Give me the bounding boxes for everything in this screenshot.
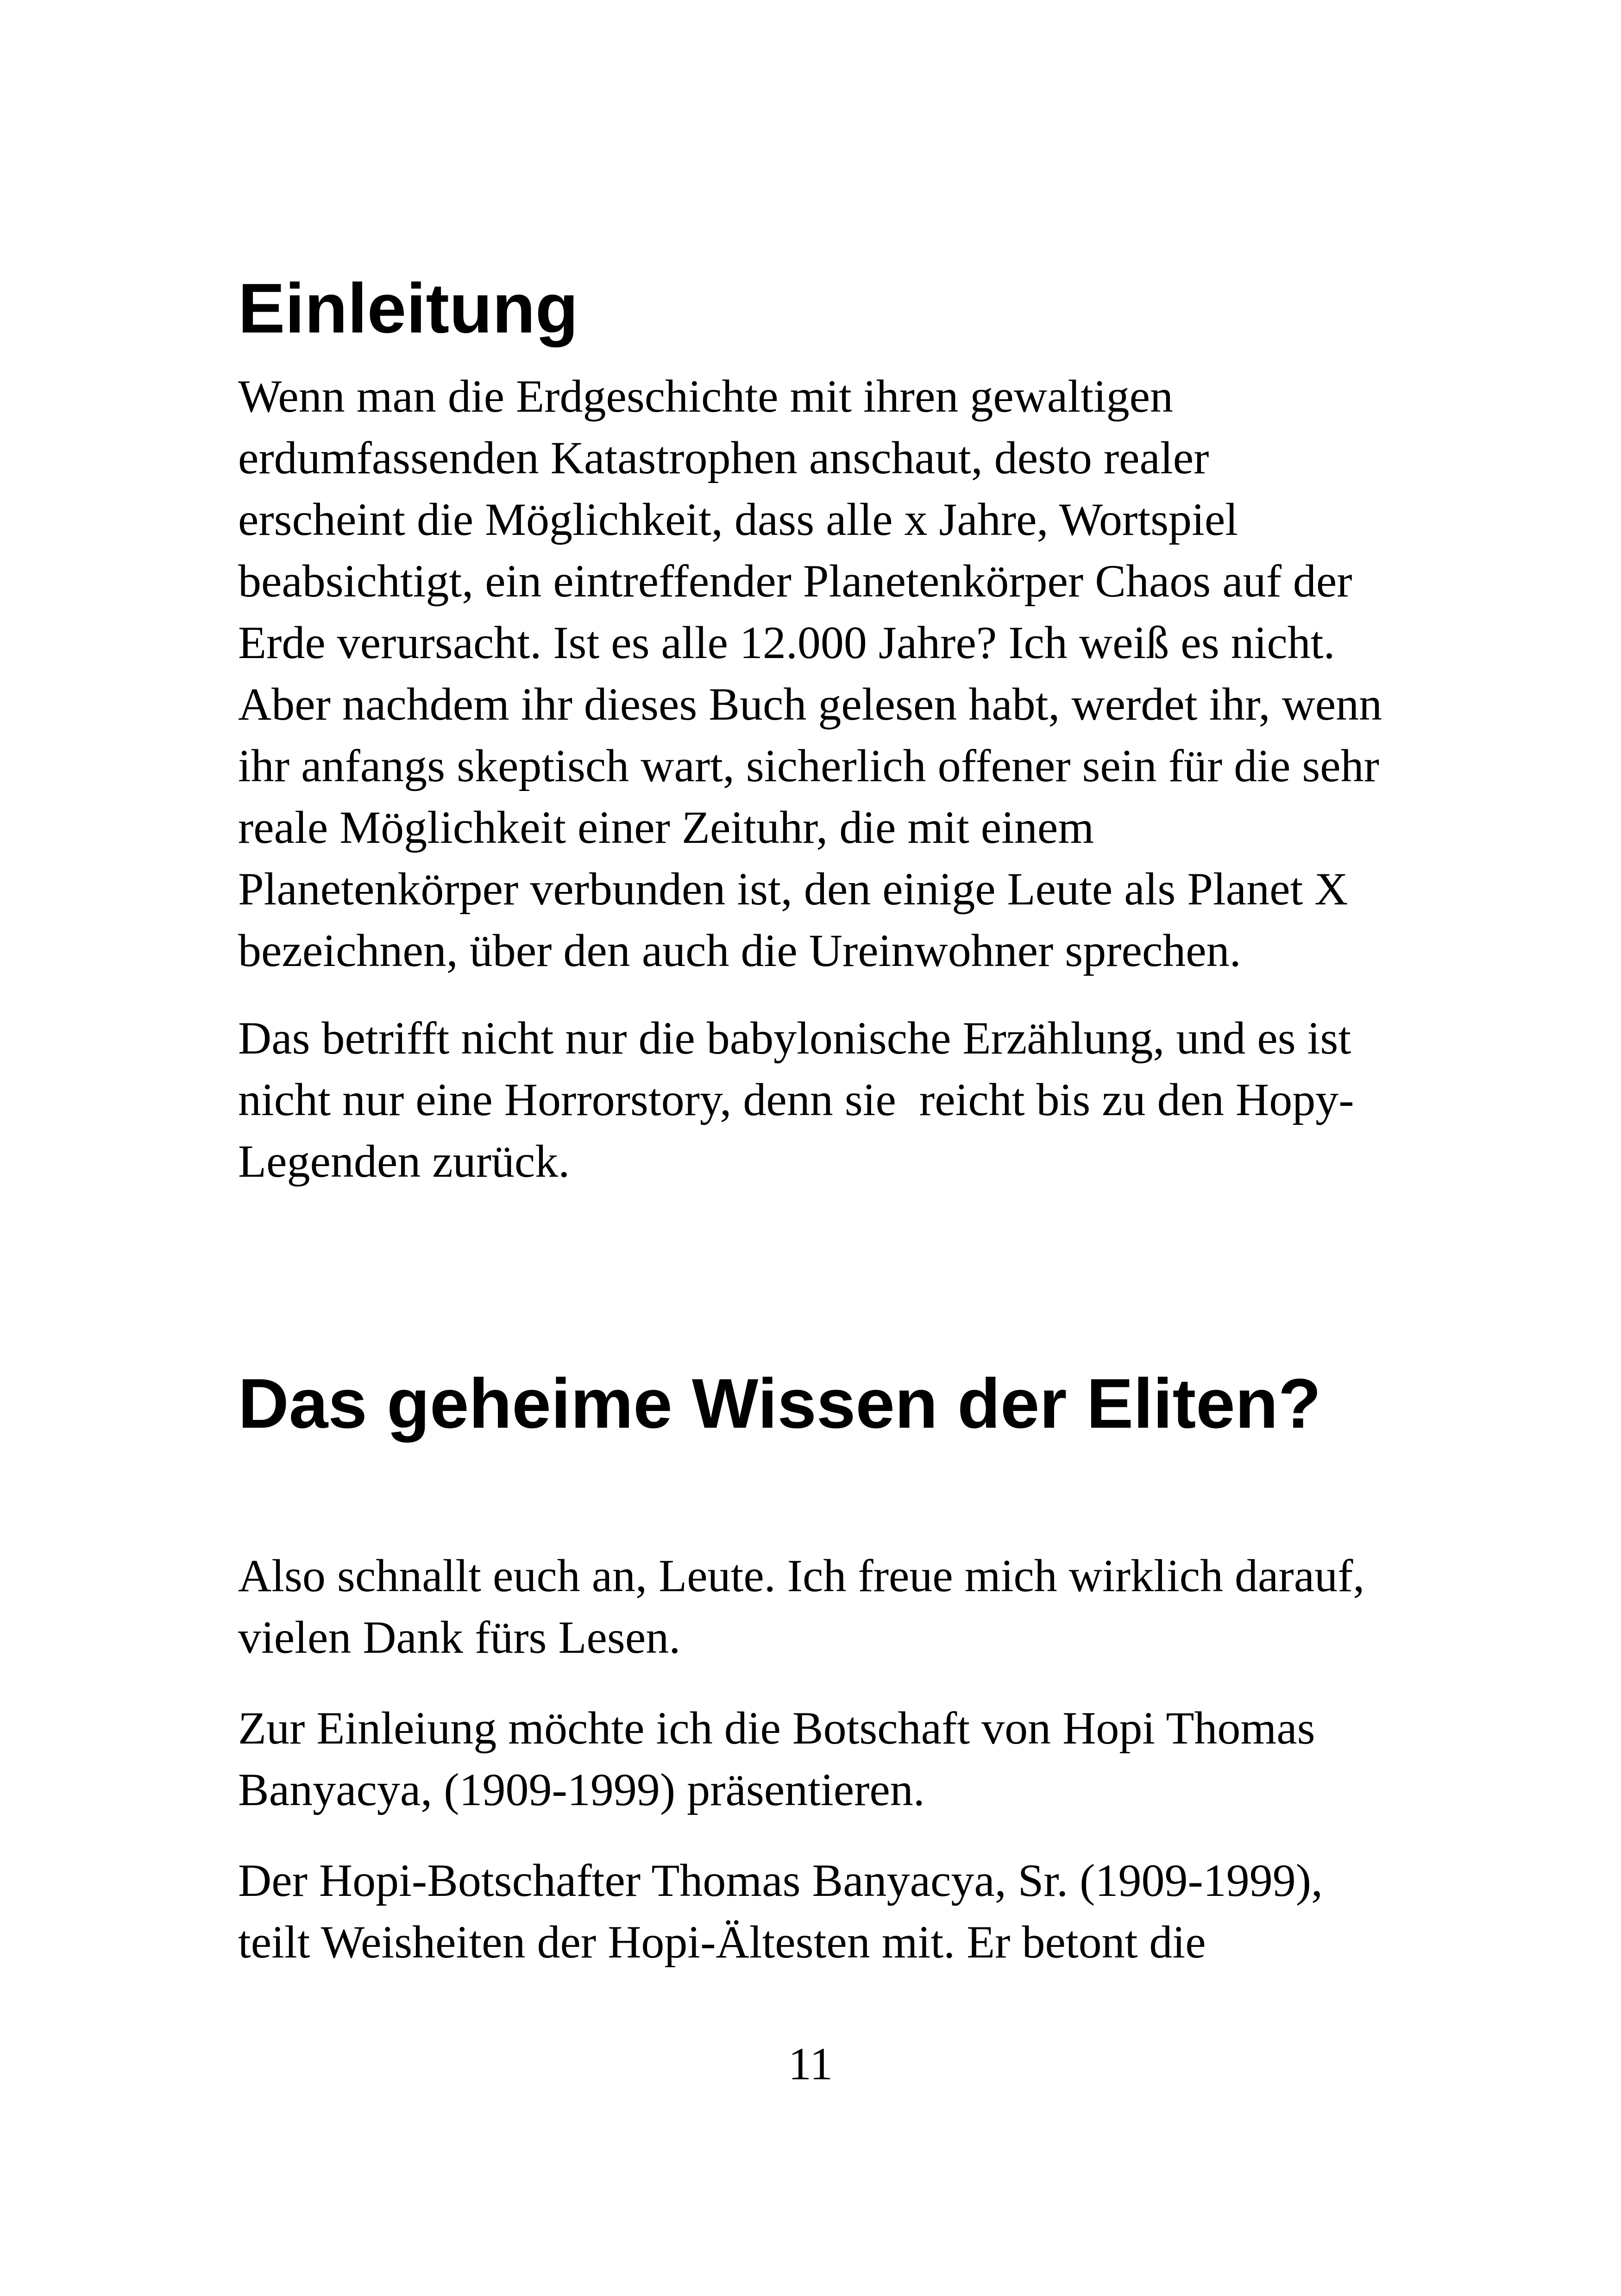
text-line: Planetenkörper verbunden ist, den einige Leute als Planet X: [238, 863, 1348, 915]
body-paragraph-2: [238, 1697, 1315, 1820]
page-number: 11: [788, 2038, 833, 2089]
intro-paragraph-1: [238, 365, 1382, 981]
text-line: beabsichtigt, ein eintreffender Planetenkörper Chaos auf der: [238, 555, 1352, 607]
body-paragraph-3: [238, 1850, 1323, 1973]
text-line: Das betrifft nicht nur die babylonische Erzählung, und es ist: [238, 1012, 1351, 1064]
text-line: bezeichnen, über den auch die Ureinwohner sprechen.: [238, 925, 1241, 976]
text-line: reale Möglichkeit einer Zeituhr, die mit einem: [238, 802, 1094, 853]
text-line: Banyacya, (1909-1999) präsentieren.: [238, 1764, 925, 1815]
text-line: Wenn man die Erdgeschichte mit ihren gewaltigen: [238, 370, 1174, 422]
text-line: vielen Dank fürs Lesen.: [238, 1612, 681, 1663]
text-line: Der Hopi-Botschafter Thomas Banyacya, Sr. (1909-1999),: [238, 1855, 1323, 1906]
section-heading-einleitung: Einleitung: [238, 269, 578, 348]
text-line: nicht nur eine Horrorstory, denn sie reicht bis zu den Hopy-: [238, 1074, 1354, 1125]
text-line: Zur Einleiung möchte ich die Botschaft von Hopi Thomas: [238, 1702, 1315, 1754]
body-paragraph-1: [238, 1545, 1364, 1668]
text-line: Also schnallt euch an, Leute. Ich freue mich wirklich darauf,: [238, 1550, 1365, 1601]
intro-paragraph-2: [238, 1007, 1354, 1192]
text-line: Erde verursacht. Ist es alle 12.000 Jahre? Ich weiß es nicht.: [238, 617, 1335, 668]
text-line: ihr anfangs skeptisch wart, sicherlich offener sein für die sehr: [238, 740, 1379, 791]
text-line: erdumfassenden Katastrophen anschaut, desto realer: [238, 432, 1209, 483]
text-line: teilt Weisheiten der Hopi-Ältesten mit. Er betont die: [238, 1916, 1206, 1968]
text-line: erscheint die Möglichkeit, dass alle x Jahre, Wortspiel: [238, 494, 1238, 545]
text-line: Aber nachdem ihr dieses Buch gelesen habt, werdet ihr, wenn: [238, 678, 1382, 730]
text-line: Legenden zurück.: [238, 1135, 570, 1187]
section-heading-geheime-wissen: Das geheime Wissen der Eliten?: [238, 1364, 1321, 1443]
